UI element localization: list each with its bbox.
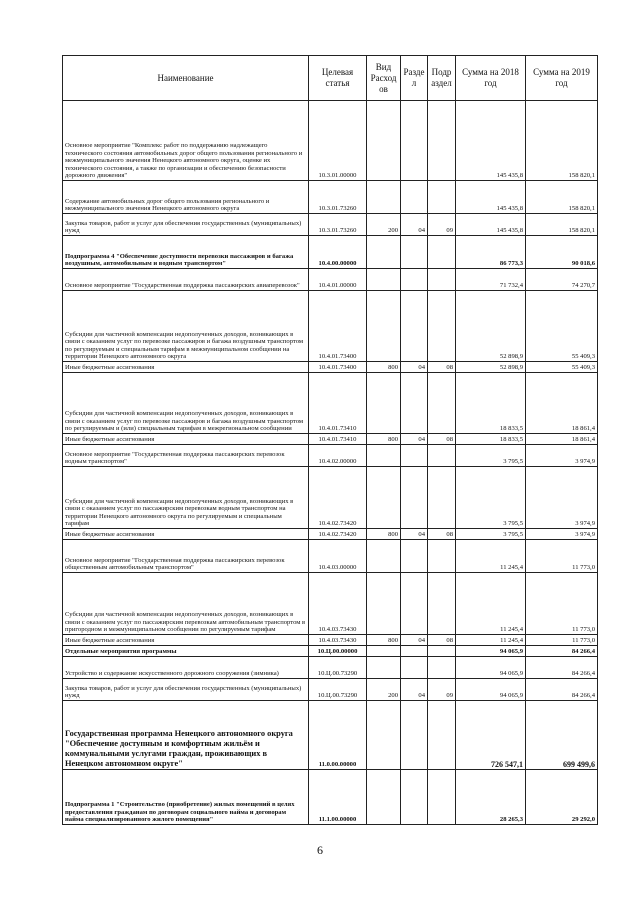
row-podrazdel: 08 xyxy=(428,434,456,445)
row-podrazdel xyxy=(428,269,456,291)
row-razdel xyxy=(401,373,428,434)
row-vid xyxy=(367,540,401,573)
row-sum-2019: 158 820,1 xyxy=(526,181,598,214)
row-sum-2019: 11 773,0 xyxy=(526,573,598,635)
row-podrazdel: 08 xyxy=(428,362,456,373)
page-number: 6 xyxy=(317,843,323,857)
row-target-code: 11.1.00.00000 xyxy=(309,770,367,825)
table-row xyxy=(63,467,598,529)
row-vid xyxy=(367,181,401,214)
header-sum-2019: Сумма на 2019 год xyxy=(526,56,598,101)
row-razdel: 04 xyxy=(401,529,428,540)
row-sum-2018: 11 245,4 xyxy=(456,635,526,646)
row-sum-2018: 3 795,5 xyxy=(456,445,526,467)
table-row xyxy=(63,701,598,770)
row-vid: 800 xyxy=(367,362,401,373)
row-razdel xyxy=(401,467,428,529)
row-vid xyxy=(367,646,401,657)
row-name: Субсидии для частичной компенсации недополученных доходов, возникающих в связи с оказанием услуг по пассажирским перевозкам автомобильным транспортом в пригородном и межмуниципальном сообщении по регулируемым тарифам xyxy=(63,573,309,635)
row-name: Основное мероприятие "Государственная поддержка пассажирских перевозок водным транспортом" xyxy=(63,445,309,467)
row-razdel xyxy=(401,540,428,573)
row-vid xyxy=(367,701,401,770)
row-sum-2018: 3 795,5 xyxy=(456,529,526,540)
row-podrazdel xyxy=(428,770,456,825)
row-target-code: 10.Ц.00.00000 xyxy=(309,646,367,657)
row-sum-2019: 3 974,9 xyxy=(526,529,598,540)
table-row xyxy=(63,529,598,540)
row-razdel: 04 xyxy=(401,214,428,236)
row-sum-2018: 11 245,4 xyxy=(456,573,526,635)
table-row xyxy=(63,181,598,214)
row-sum-2018: 52 898,9 xyxy=(456,362,526,373)
row-name: Устройство и содержание искусственного дорожного сооружения (зимника) xyxy=(63,657,309,679)
row-podrazdel xyxy=(428,657,456,679)
row-target-code: 10.3.01.00000 xyxy=(309,101,367,181)
row-name: Иные бюджетные ассигнования xyxy=(63,434,309,445)
row-podrazdel: 08 xyxy=(428,635,456,646)
row-target-code: 10.3.01.73260 xyxy=(309,181,367,214)
row-razdel xyxy=(401,770,428,825)
row-podrazdel xyxy=(428,646,456,657)
row-vid xyxy=(367,467,401,529)
row-target-code: 10.4.01.73400 xyxy=(309,362,367,373)
row-razdel: 04 xyxy=(401,434,428,445)
row-name: Закупка товаров, работ и услуг для обеспечения государственных (муниципальных) нужд xyxy=(63,679,309,701)
row-vid xyxy=(367,101,401,181)
row-sum-2019: 158 820,1 xyxy=(526,214,598,236)
row-sum-2019: 55 409,3 xyxy=(526,291,598,362)
table-row xyxy=(63,635,598,646)
row-name: Основное мероприятие "Государственная поддержка пассажирских перевозок общественным автомобильным транспортом" xyxy=(63,540,309,573)
row-sum-2019: 84 266,4 xyxy=(526,646,598,657)
row-razdel xyxy=(401,646,428,657)
row-sum-2019: 29 292,0 xyxy=(526,770,598,825)
row-name: Иные бюджетные ассигнования xyxy=(63,635,309,646)
table-header-row xyxy=(63,56,598,101)
row-sum-2018: 11 245,4 xyxy=(456,540,526,573)
row-sum-2018: 145 435,8 xyxy=(456,181,526,214)
row-sum-2018: 145 435,8 xyxy=(456,101,526,181)
row-razdel xyxy=(401,269,428,291)
row-name: Государственная программа Ненецкого автономного округа "Обеспечение доступным и комфортным жильём и коммунальными услугами граждан, проживающих в Ненецком автономном округе" xyxy=(63,701,309,770)
table-row xyxy=(63,362,598,373)
row-name: Отдельные мероприятия программы xyxy=(63,646,309,657)
row-name: Основное мероприятие "Комплекс работ по поддержанию надлежащего технического состояния автомобильных дорог общего пользования регионального и межмуниципального значения Ненецкого автономного округа, оценке их технического состояния, а также по организации и обеспечению безопасности дорожного движения" xyxy=(63,101,309,181)
table-row xyxy=(63,291,598,362)
row-vid xyxy=(367,573,401,635)
row-sum-2018: 52 898,9 xyxy=(456,291,526,362)
row-sum-2019: 84 266,4 xyxy=(526,657,598,679)
row-razdel xyxy=(401,445,428,467)
row-target-code: 10.4.03.73430 xyxy=(309,573,367,635)
header-name: Наименование xyxy=(63,56,309,101)
row-podrazdel xyxy=(428,236,456,269)
row-name: Иные бюджетные ассигнования xyxy=(63,362,309,373)
row-sum-2019: 158 820,1 xyxy=(526,101,598,181)
row-razdel xyxy=(401,291,428,362)
row-podrazdel xyxy=(428,291,456,362)
row-sum-2018: 94 065,9 xyxy=(456,657,526,679)
row-target-code: 10.4.01.00000 xyxy=(309,269,367,291)
table-row xyxy=(63,269,598,291)
row-sum-2019: 11 773,0 xyxy=(526,635,598,646)
row-name: Субсидии для частичной компенсации недополученных доходов, возникающих в связи с оказанием услуг по перевозке пассажиров и багажа воздушным транспортом по регулируемым и (или) специальным тарифам в межрегиональном сообщении xyxy=(63,373,309,434)
row-sum-2019: 18 861,4 xyxy=(526,373,598,434)
row-vid xyxy=(367,269,401,291)
row-target-code: 10.4.01.73410 xyxy=(309,373,367,434)
row-sum-2018: 726 547,1 xyxy=(456,701,526,770)
table-row xyxy=(63,770,598,825)
row-target-code: 10.Ц.00.73290 xyxy=(309,679,367,701)
row-target-code: 10.3.01.73260 xyxy=(309,214,367,236)
table-row xyxy=(63,679,598,701)
row-sum-2018: 94 065,9 xyxy=(456,646,526,657)
table-row xyxy=(63,657,598,679)
row-vid xyxy=(367,657,401,679)
row-name: Содержание автомобильных дорог общего пользования регионального и межмуниципального значения Ненецкого автономного округа xyxy=(63,181,309,214)
row-vid xyxy=(367,291,401,362)
row-sum-2019: 3 974,9 xyxy=(526,445,598,467)
row-sum-2019: 84 266,4 xyxy=(526,679,598,701)
row-name: Субсидии для частичной компенсации недополученных доходов, возникающих в связи с оказанием услуг по пассажирским перевозкам водным транспортом на территории Ненецкого автономного округа по регулируемым и специальным тарифам xyxy=(63,467,309,529)
row-target-code: 10.4.03.00000 xyxy=(309,540,367,573)
row-vid: 800 xyxy=(367,529,401,540)
row-sum-2019: 699 499,6 xyxy=(526,701,598,770)
table-row xyxy=(63,445,598,467)
header-sum-2018: Сумма на 2018 год xyxy=(456,56,526,101)
row-podrazdel xyxy=(428,101,456,181)
row-sum-2018: 18 833,5 xyxy=(456,434,526,445)
row-razdel xyxy=(401,657,428,679)
table-row xyxy=(63,573,598,635)
header-vid: Вид Расход ов xyxy=(367,56,401,101)
table-row xyxy=(63,101,598,181)
row-sum-2018: 71 732,4 xyxy=(456,269,526,291)
table-row xyxy=(63,214,598,236)
row-name: Основное мероприятие "Государственная поддержка пассажирских авиаперевозок" xyxy=(63,269,309,291)
table-row xyxy=(63,434,598,445)
row-vid xyxy=(367,236,401,269)
budget-table xyxy=(62,55,598,825)
row-target-code: 10.4.02.73420 xyxy=(309,529,367,540)
row-sum-2018: 145 435,8 xyxy=(456,214,526,236)
row-sum-2019: 18 861,4 xyxy=(526,434,598,445)
row-sum-2018: 3 795,5 xyxy=(456,467,526,529)
header-razdel: Разде л xyxy=(401,56,428,101)
row-podrazdel xyxy=(428,181,456,214)
row-podrazdel xyxy=(428,373,456,434)
row-sum-2018: 86 773,3 xyxy=(456,236,526,269)
row-vid xyxy=(367,373,401,434)
row-vid xyxy=(367,770,401,825)
table-row xyxy=(63,540,598,573)
row-vid: 800 xyxy=(367,635,401,646)
row-sum-2019: 55 409,3 xyxy=(526,362,598,373)
row-target-code: 10.4.02.73420 xyxy=(309,467,367,529)
row-razdel xyxy=(401,701,428,770)
row-podrazdel xyxy=(428,540,456,573)
row-sum-2019: 74 270,7 xyxy=(526,269,598,291)
header-target: Целевая статья xyxy=(309,56,367,101)
row-sum-2019: 3 974,9 xyxy=(526,467,598,529)
row-vid xyxy=(367,445,401,467)
row-target-code: 11.0.00.00000 xyxy=(309,701,367,770)
row-name: Закупка товаров, работ и услуг для обеспечения государственных (муниципальных) нужд xyxy=(63,214,309,236)
row-razdel: 04 xyxy=(401,679,428,701)
row-target-code: 10.4.01.73400 xyxy=(309,291,367,362)
row-podrazdel xyxy=(428,573,456,635)
row-podrazdel: 08 xyxy=(428,529,456,540)
row-razdel: 04 xyxy=(401,362,428,373)
table-row xyxy=(63,373,598,434)
header-podrazdel: Подр аздел xyxy=(428,56,456,101)
table-body xyxy=(63,101,598,825)
row-podrazdel xyxy=(428,467,456,529)
table-row xyxy=(63,236,598,269)
row-sum-2019: 11 773,0 xyxy=(526,540,598,573)
row-target-code: 10.4.01.73410 xyxy=(309,434,367,445)
row-sum-2018: 94 065,9 xyxy=(456,679,526,701)
table-row xyxy=(63,646,598,657)
row-name: Подпрограмма 4 "Обеспечение доступности перевозки пассажиров и багажа воздушным, автомобильным и водным транспортом" xyxy=(63,236,309,269)
row-sum-2018: 18 833,5 xyxy=(456,373,526,434)
row-target-code: 10.4.03.73430 xyxy=(309,635,367,646)
row-target-code: 10.4.02.00000 xyxy=(309,445,367,467)
row-name: Подпрограмма 1 "Строительство (приобретение) жилых помещений в целях предоставления гражданам по договорам социального найма и договорам найма специализированного жилого помещения" xyxy=(63,770,309,825)
row-sum-2019: 90 018,6 xyxy=(526,236,598,269)
row-name: Субсидии для частичной компенсации недополученных доходов, возникающих в связи с оказанием услуг по перевозке пассажиров и багажа воздушным транспортом по регулируемым и специальным тарифам в межмуниципальном сообщении на территории Ненецкого автономного округа xyxy=(63,291,309,362)
row-razdel: 04 xyxy=(401,635,428,646)
row-razdel xyxy=(401,101,428,181)
row-target-code: 10.4.00.00000 xyxy=(309,236,367,269)
row-podrazdel: 09 xyxy=(428,679,456,701)
row-sum-2018: 28 265,3 xyxy=(456,770,526,825)
row-vid: 200 xyxy=(367,679,401,701)
row-target-code: 10.Ц.00.73290 xyxy=(309,657,367,679)
row-podrazdel xyxy=(428,445,456,467)
row-podrazdel xyxy=(428,701,456,770)
row-razdel xyxy=(401,573,428,635)
row-razdel xyxy=(401,236,428,269)
row-vid: 800 xyxy=(367,434,401,445)
row-vid: 200 xyxy=(367,214,401,236)
row-name: Иные бюджетные ассигнования xyxy=(63,529,309,540)
row-podrazdel: 09 xyxy=(428,214,456,236)
row-razdel xyxy=(401,181,428,214)
